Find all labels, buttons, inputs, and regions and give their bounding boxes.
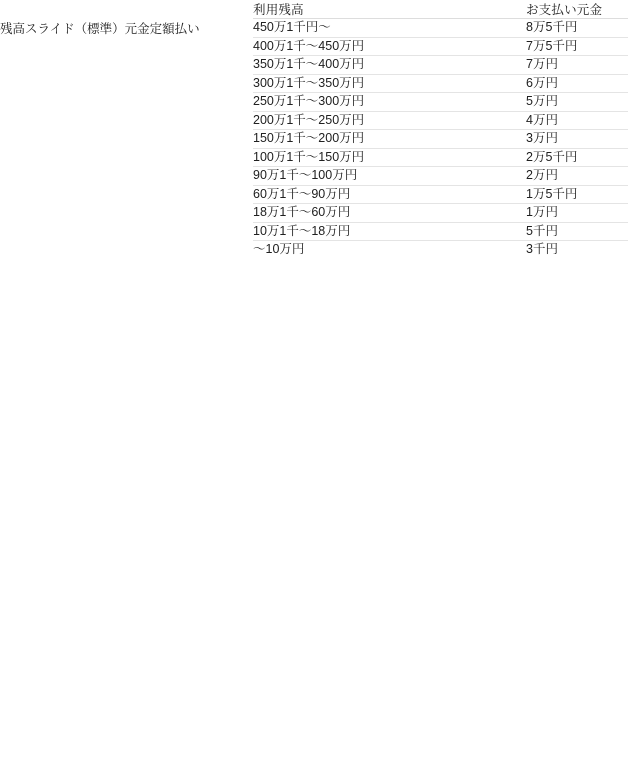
balance-cell: 18万1千〜60万円 [253, 204, 526, 223]
table-row [0, 19, 628, 38]
header-label-column [0, 0, 253, 19]
table-header-row [0, 0, 628, 19]
payment-schedule-table [0, 0, 628, 259]
principal-cell: 1万5千円 [526, 185, 628, 204]
principal-cell: 6万円 [526, 74, 628, 93]
table-body [0, 19, 628, 259]
table-header [0, 0, 628, 19]
payment-method-label: 残高スライド（標準）元金定額払い [0, 21, 200, 36]
principal-cell: 7万円 [526, 56, 628, 75]
balance-cell: 450万1千円〜 [253, 19, 526, 38]
balance-cell: 100万1千〜150万円 [253, 148, 526, 167]
balance-cell: 60万1千〜90万円 [253, 185, 526, 204]
principal-cell: 4万円 [526, 111, 628, 130]
balance-cell: 〜10万円 [253, 242, 305, 256]
balance-cell: 90万1千〜100万円 [253, 167, 526, 186]
principal-cell: 8万5千円 [526, 19, 628, 38]
principal-cell: 2万5千円 [526, 148, 628, 167]
payment-table-container [0, 0, 628, 259]
balance-cell: 300万1千〜350万円 [253, 74, 526, 93]
principal-cell: 3千円 [526, 242, 558, 256]
balance-cell: 10万1千〜18万円 [253, 222, 526, 241]
balance-cell: 150万1千〜200万円 [253, 130, 526, 149]
principal-cell: 1万円 [526, 204, 628, 223]
principal-cell: 3万円 [526, 130, 628, 149]
principal-cell: 7万5千円 [526, 37, 628, 56]
header-balance-column: 利用残高 [253, 0, 526, 19]
header-principal-column: お支払い元金 [526, 0, 628, 19]
balance-cell: 350万1千〜400万円 [253, 56, 526, 75]
balance-cell: 250万1千〜300万円 [253, 93, 526, 112]
principal-cell: 5千円 [526, 222, 628, 241]
principal-cell: 2万円 [526, 167, 628, 186]
balance-cell: 200万1千〜250万円 [253, 111, 526, 130]
principal-cell: 5万円 [526, 93, 628, 112]
balance-cell: 400万1千〜450万円 [253, 37, 526, 56]
